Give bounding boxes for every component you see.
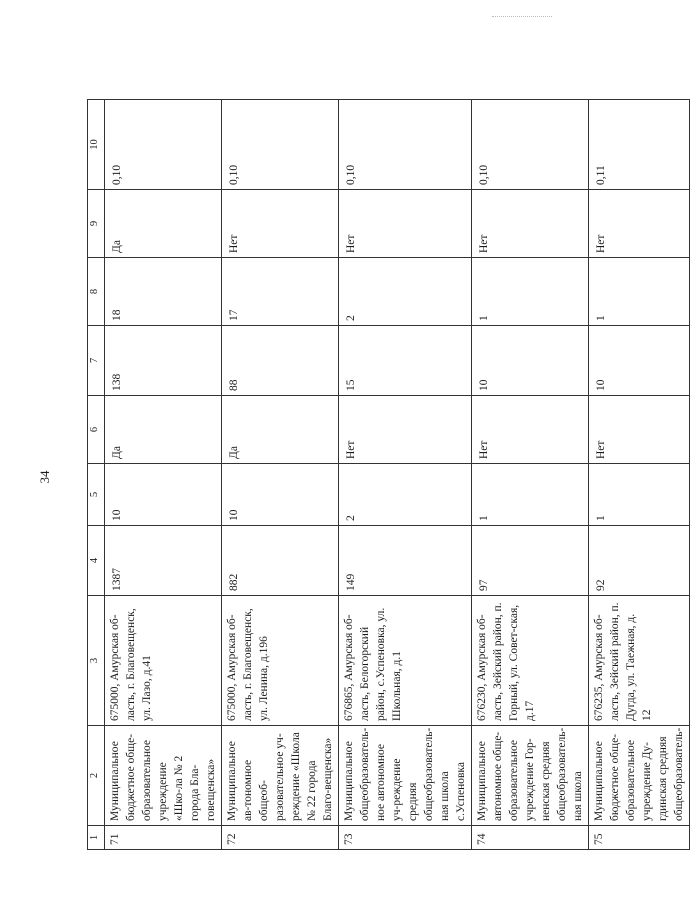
cell-col7: 138 bbox=[105, 326, 222, 396]
header-cell: 6 bbox=[88, 396, 105, 464]
table-row bbox=[105, 100, 222, 850]
header-cell: 2 bbox=[88, 726, 105, 826]
header-cell: 10 bbox=[88, 100, 105, 190]
header-cell: 3 bbox=[88, 596, 105, 726]
institution-address: 676865, Амурская об-ласть, Белогорский район, с.Успеновка, ул. Школьная, д.1 bbox=[339, 596, 472, 726]
row-number: 74 bbox=[472, 826, 589, 850]
cell-col4: 149 bbox=[339, 526, 472, 596]
cell-col10: 0,10 bbox=[222, 100, 339, 190]
table-row bbox=[222, 100, 339, 850]
cell-col6: Да bbox=[105, 396, 222, 464]
header-cell: 7 bbox=[88, 326, 105, 396]
cell-col5: 10 bbox=[105, 464, 222, 526]
cell-col5: 10 bbox=[222, 464, 339, 526]
table-row bbox=[589, 100, 690, 850]
cell-col7: 15 bbox=[339, 326, 472, 396]
cell-col6: Нет bbox=[589, 396, 690, 464]
cell-col8: 17 bbox=[222, 258, 339, 326]
cell-col5: 1 bbox=[589, 464, 690, 526]
institution-name: Муниципальное бюджетное обще-образовательное учреждение Ду-гдинская средняя общеобразователь- bbox=[589, 726, 690, 826]
institutions-table bbox=[87, 99, 690, 850]
cell-col10: 0,10 bbox=[339, 100, 472, 190]
cell-col9: Нет bbox=[222, 190, 339, 258]
institution-name: Муниципальное автономное обще-образовательное учреждение Гор-ненская средняя общеобразователь-ная школа bbox=[472, 726, 589, 826]
cell-col7: 10 bbox=[589, 326, 690, 396]
institution-name: Муниципальное ав-тономное общеоб-разовательное уч-реждение «Школа № 22 города Благо-вещенска» bbox=[222, 726, 339, 826]
row-number: 71 bbox=[105, 826, 222, 850]
institution-address: 675000, Амурская об-ласть, г. Благовещенск, ул. Ленина, д.196 bbox=[222, 596, 339, 726]
institution-address: 676230, Амурская об-ласть, Зейский район, п. Горный, ул. Совет-ская, д.17 bbox=[472, 596, 589, 726]
row-number: 72 bbox=[222, 826, 339, 850]
institution-name: Муниципальное бюджетное обще-образовательное учреждение «Шко-ла № 2 города Бла-говещенска» bbox=[105, 726, 222, 826]
cell-col7: 88 bbox=[222, 326, 339, 396]
header-cell: 9 bbox=[88, 190, 105, 258]
rotated-table-frame bbox=[87, 100, 685, 850]
cell-col9: Нет bbox=[472, 190, 589, 258]
cell-col4: 92 bbox=[589, 526, 690, 596]
institution-name: Муниципальное общеобразователь-ное автономное уч-реждение средняя общеобразователь-ная школа с.Успеновка bbox=[339, 726, 472, 826]
table-row bbox=[472, 100, 589, 850]
header-row bbox=[88, 100, 105, 850]
cell-col6: Нет bbox=[472, 396, 589, 464]
cell-col4: 1387 bbox=[105, 526, 222, 596]
cell-col4: 882 bbox=[222, 526, 339, 596]
cell-col8: 18 bbox=[105, 258, 222, 326]
cell-col8: 2 bbox=[339, 258, 472, 326]
header-cell: 5 bbox=[88, 464, 105, 526]
header-cell: 4 bbox=[88, 526, 105, 596]
cell-col10: 0,11 bbox=[589, 100, 690, 190]
cell-col10: 0,10 bbox=[105, 100, 222, 190]
cell-col9: Да bbox=[105, 190, 222, 258]
cell-col8: 1 bbox=[472, 258, 589, 326]
header-cell: 8 bbox=[88, 258, 105, 326]
row-number: 75 bbox=[589, 826, 690, 850]
cell-col5: 1 bbox=[472, 464, 589, 526]
scan-artifact bbox=[492, 16, 552, 18]
cell-col10: 0,10 bbox=[472, 100, 589, 190]
row-number: 73 bbox=[339, 826, 472, 850]
cell-col9: Нет bbox=[339, 190, 472, 258]
page-number: 34 bbox=[37, 470, 52, 484]
cell-col8: 1 bbox=[589, 258, 690, 326]
cell-col9: Нет bbox=[589, 190, 690, 258]
institution-address: 675000, Амурская об-ласть, г. Благовещенск, ул. Лазо, д.41 bbox=[105, 596, 222, 726]
cell-col7: 10 bbox=[472, 326, 589, 396]
institution-address: 676235, Амурская об-ласть, Зейский район, п. Дугда, ул. Таежная, д. 12 bbox=[589, 596, 690, 726]
table-row bbox=[339, 100, 472, 850]
header-cell: 1 bbox=[88, 826, 105, 850]
cell-col5: 2 bbox=[339, 464, 472, 526]
cell-col6: Нет bbox=[339, 396, 472, 464]
cell-col4: 97 bbox=[472, 526, 589, 596]
cell-col6: Да bbox=[222, 396, 339, 464]
